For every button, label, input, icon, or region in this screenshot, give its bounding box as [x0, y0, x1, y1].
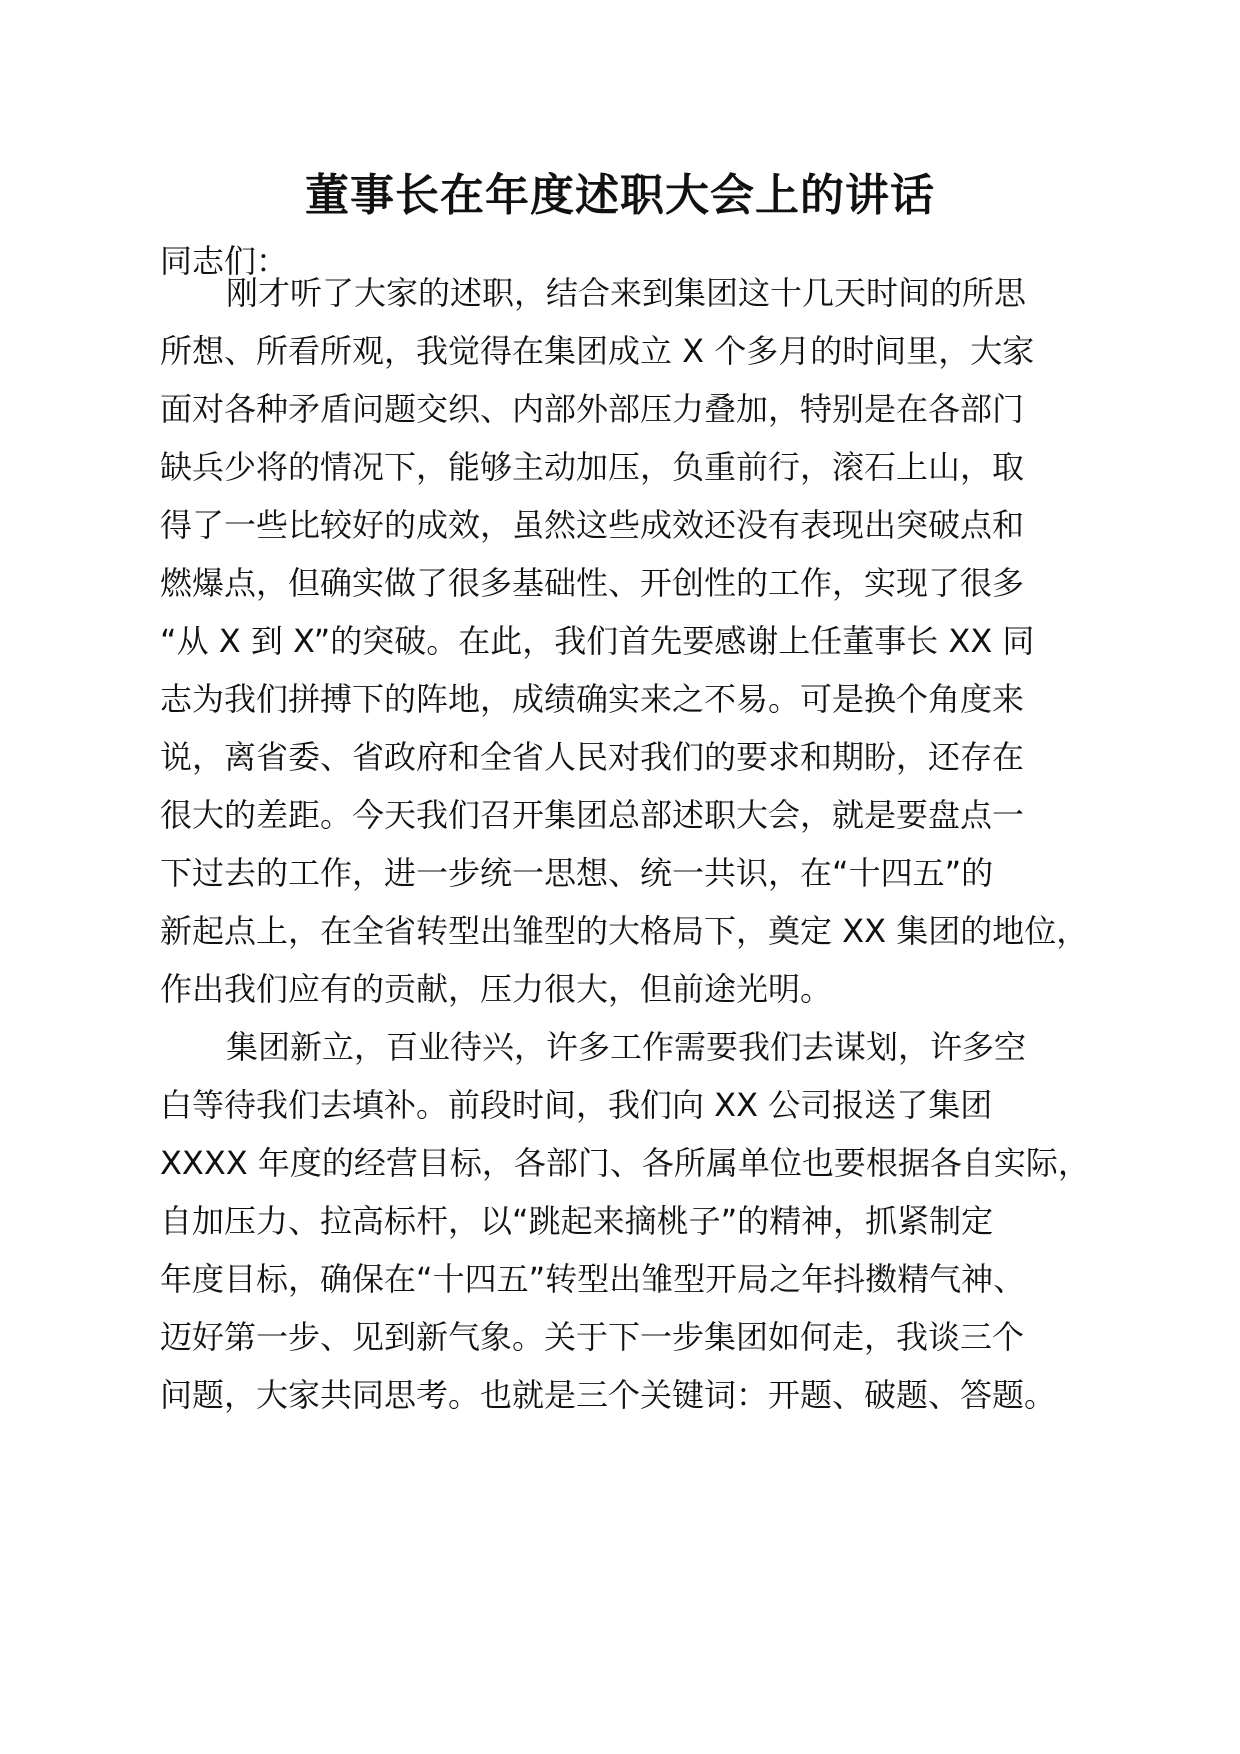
paragraph-line: 所想、所看所观，我觉得在集团成立 X 个多月的时间里，大家 — [160, 332, 1035, 370]
paragraph-line: 缺兵少将的情况下，能够主动加压，负重前行，滚石上山，取 — [160, 448, 1025, 486]
paragraph-line: XXXX 年度的经营目标，各部门、各所属单位也要根据各自实际， — [160, 1144, 1090, 1182]
document-title: 董事长在年度述职大会上的讲话 — [305, 170, 935, 221]
paragraph-line: 面对各种矛盾问题交织、内部外部压力叠加，特别是在各部门 — [160, 390, 1025, 428]
paragraph-line: 得了一些比较好的成效，虽然这些成效还没有表现出突破点和 — [160, 506, 1025, 544]
salutation: 同志们： — [160, 242, 289, 280]
paragraph-line: 燃爆点，但确实做了很多基础性、开创性的工作，实现了很多 — [160, 564, 1025, 602]
paragraph-line: “从 X 到 X”的突破。在此，我们首先要感谢上任董事长 XX 同 — [160, 622, 1035, 660]
paragraph-line: 很大的差距。今天我们召开集团总部述职大会，就是要盘点一 — [160, 796, 1025, 834]
paragraph-line: 作出我们应有的贡献，压力很大，但前途光明。 — [160, 970, 833, 1008]
paragraph-line: 集团新立，百业待兴，许多工作需要我们去谋划，许多空 — [226, 1028, 1027, 1066]
paragraph-line: 说，离省委、省政府和全省人民对我们的要求和期盼，还存在 — [160, 738, 1025, 776]
paragraph-line: 迈好第一步、见到新气象。关于下一步集团如何走，我谈三个 — [160, 1318, 1025, 1356]
paragraph-line: 下过去的工作，进一步统一思想、统一共识，在“十四五”的 — [160, 854, 994, 892]
paragraph-line: 问题，大家共同思考。也就是三个关键词：开题、破题、答题。 — [160, 1376, 1057, 1414]
paragraph-line: 年度目标，确保在“十四五”转型出雏型开局之年抖擞精气神、 — [160, 1260, 1026, 1298]
paragraph-line: 白等待我们去填补。前段时间，我们向 XX 公司报送了集团 — [160, 1086, 993, 1124]
paragraph-line: 新起点上，在全省转型出雏型的大格局下，奠定 XX 集团的地位， — [160, 912, 1089, 950]
paragraph-line: 自加压力、拉高标杆，以“跳起来摘桃子”的精神，抓紧制定 — [160, 1202, 994, 1240]
paragraph-line: 志为我们拼搏下的阵地，成绩确实来之不易。可是换个角度来 — [160, 680, 1025, 718]
paragraph-line: 刚才听了大家的述职，结合来到集团这十几天时间的所思 — [226, 274, 1027, 312]
